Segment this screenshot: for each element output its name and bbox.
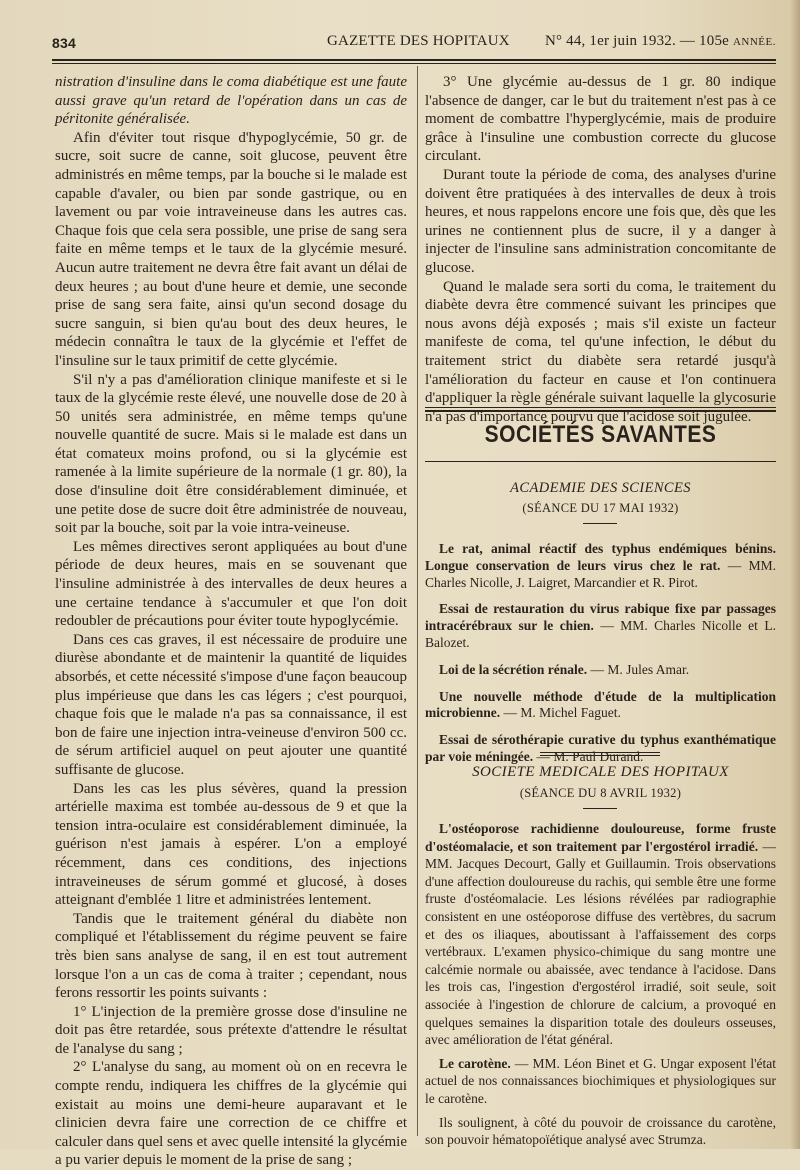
left-column <box>55 73 407 1170</box>
section-rule <box>425 407 776 412</box>
paragraph: Les mêmes directives seront appliquées au bout d'une période de deux heures, mais en se souvenant que l'insuline administrée à des intervalles de deux heures a une certaine tendance à s'accumuler et que l'on doit redoubler de précautions pour éviter toute hypoglycémie. <box>55 538 407 630</box>
section-separator-2 <box>540 755 660 756</box>
paragraph: 2° L'analyse du sang, au moment où on en recevra le compte rendu, indiquera les chiffres de la glycémie qui existait au moins une demi-heure auparavant et le clinicien devra faire une correction de ce chiffre et calculer dans quel sens et avec quelle intensité la glycémie a pu varier depuis le moment de la prise de sang ; <box>55 1059 407 1169</box>
section-rule-bottom <box>425 461 776 462</box>
short-rule <box>583 808 617 809</box>
smh-entries <box>425 820 776 1155</box>
paragraph: Tandis que le traitement général du diabète non compliqué et l'établissement du régime peuvent se faire très bien sans analyse de sang, il en est tout autrement lorsque l'on a un cas de coma à traiter ; cependant, nous ferons ressortir les points suivants : <box>55 910 407 1002</box>
communication-entry: Le carotène. — MM. Léon Binet et G. Ungar exposent l'état actuel de nos connaissances biochimiques et physiologiques sur le carotène. <box>425 1055 776 1106</box>
communication-entry: Le rat, animal réactif des typhus endémiques bénins. Longue conservation de leurs virus chez le rat. — MM. Charles Nicolle, J. Laigret, Marcandier et R. Pirot. <box>425 541 776 590</box>
issue-date: N° 44, 1er juin 1932. — 105e <box>544 33 733 49</box>
communication-entry: Essai de restauration du virus rabique fixe par passages intracérébraux sur le chien. — MM. Charles Nicolle et L. Balozet. <box>425 601 776 650</box>
page-number: 834 <box>52 35 76 51</box>
issue-info <box>545 33 776 50</box>
communication-entry: Essai de sérothérapie curative du typhus exanthématique par voie méningée. — M. Paul Durand. <box>425 732 776 764</box>
paragraph: S'il n'y a pas d'amélioration clinique manifeste et si le taux de la glycémie reste élevé, une nouvelle dose de 20 à 50 unités sera administrée, en même temps qu'une nouvelle quantité de sucre. Mais si le malade est dans un état comateux moins profond, ou si la glycémie est ramenée à la limite supérieure de la normale (1 gr. 80), la dose d'insuline doit être considérablement diminuée, et une petite dose de sucre doit être administrée de nouveau, soit par la bouche, soit par la voie intra-veineuse. <box>55 371 407 537</box>
communication-entry: Loi de la sécrétion rénale. — M. Jules Amar. <box>439 661 690 677</box>
communication-entry: Une nouvelle méthode d'étude de la multiplication microbienne. — M. Michel Faguet. <box>425 688 776 721</box>
academie-title: ACADEMIE DES SCIENCES <box>510 480 691 496</box>
paragraph: 1° L'injection de la première grosse dose d'insuline ne doit pas être retardée, sous prétexte d'attendre le résultat de l'analyse du sang ; <box>55 1003 407 1057</box>
smh-title: SOCIETE MEDICALE DES HOPITAUX <box>472 764 729 780</box>
academie-entries <box>425 541 776 776</box>
page-header <box>52 33 776 55</box>
communication-entry: Ils soulignent, à côté du pouvoir de croissance du carotène, son pouvoir hématopoïétique analysé avec Strumza. <box>425 1114 776 1148</box>
paragraph: Dans les cas les plus sévères, quand la pression artérielle maxima est tombée au-dessous de 9 et que la tension intra-oculaire est considérablement diminuée, la guérison n'est jamais à espérer. L'on a employé récemment, dans ces conditions, des injections intraveineuses de sérum gommé et glucosé, à doses atteignant d'emblée 1 litre et administrées lentement. <box>55 780 407 909</box>
academie-seance: (SÉANCE DU 17 MAI 1932) <box>522 501 679 515</box>
header-rule <box>52 59 776 61</box>
issue-annee: ANNÉE. <box>732 36 776 48</box>
right-column-text <box>425 73 776 426</box>
paragraph: Afin d'éviter tout risque d'hypoglycémie, 50 gr. de sucre, soit sucre de canne, soit glucose, peuvent être administrés en même temps, par la bouche si le malade est capable d'avaler, ou bien par sonde gastrique, ou en lavement ou par voie intraveineuse dans les autres cas. Chaque fois que cela sera possible, une prise de sang sera faite en même temps et le taux de la glycémie mesuré. Aucun autre traitement ne devra être fait avant un délai de deux heures ; au bout d'une heure et demie, une seconde prise de sang sera faite, ainsi qu'un second dosage du sucre sanguin, si bien qu'au bout des deux heures, le médecin connaîtra le taux de la glycémie et l'effet de l'insuline sur le taux primitif de cette glycémie. <box>55 129 407 369</box>
paragraph: Durant toute la période de coma, des analyses d'urine doivent être pratiquées à des intervalles de deux à trois heures, et nous rappelons encore une fois que, dès que les urines ne contiennent plus de sucre, il y a danger à injecter de l'insuline sans administration concomitante de glucose. <box>425 166 776 276</box>
section-title: SOCIÉTÉS SAVANTES <box>484 421 717 448</box>
section-separator <box>540 752 660 753</box>
column-divider <box>417 66 418 1136</box>
short-rule <box>583 523 617 524</box>
paragraph: nistration d'insuline dans le coma diabétique est une faute aussi grave qu'un retard de l'opération dans un cas de péritonite généralisée. <box>55 74 407 128</box>
gazette-title: GAZETTE DES HOPITAUX <box>327 33 510 49</box>
page-edge-shadow <box>790 0 800 1149</box>
paragraph: 3° Une glycémie au-dessus de 1 gr. 80 indique l'absence de danger, car le but du traitement n'est pas à ce moment de combattre l'hyperglycémie, mais de produire grâce à l'insuline une combustion correcte du glucose circulant. <box>425 74 776 165</box>
smh-seance: (SÉANCE DU 8 AVRIL 1932) <box>519 786 682 800</box>
paragraph: Quand le malade sera sorti du coma, le traitement du diabète devra être commencé suivant les principes que nous avons déjà exposés ; mais s'il existe un facteur manifeste de coma, tel qu'une infection, le début du traitement strict du diabète sera retardé jusqu'à l'amélioration du facteur en cause et l'on continuera d'appliquer la règle générale suivant laquelle la glycosurie n'a pas d'importance pourvu que l'acidose soit jugulée. <box>425 278 776 425</box>
header-rule-thin <box>52 63 776 64</box>
communication-entry: L'ostéoporose rachidienne douloureuse, forme fruste d'ostéomalacie, et son traitement par l'ergostérol irradié. — MM. Jacques Decourt, Gally et Guillaumin. Trois observations d'une affection douloureuse du rachis, qui semble être une forme fruste d'ostéomalacie. Les lésions révélées par radiographie consistent en une ostéoporose diffuse des vertèbres, du sacrum et des os iliaques, aboutissant à l'affaissement des corps vertébraux. L'examen physico-chimique du sang montre une calcémie normale ou abaissée, avec tendance à l'acidose. Dans les trois cas, l'ingestion d'ergostérol irradié, soit seule, soit associée à l'ingestion de chlorure de calcium, a provoqué en quelques semaines la disparition totale des douleurs osseuses, avec amélioration de l'état général. <box>425 821 776 1048</box>
paragraph: Dans ces cas graves, il est nécessaire de produire une diurèse abondante et de maintenir la quantité de liquides absorbés, et cette nécessité s'impose d'une façon beaucoup plus impérieuse que dans les cas légers ; c'est pourquoi, chaque fois que le malade n'a pas sa connaissance, il est bon de faire une injection intra-veineuse d'environ 500 cc. de sérum artificiel auquel on peut ajouter une quantité suffisante de glucose. <box>55 631 407 778</box>
